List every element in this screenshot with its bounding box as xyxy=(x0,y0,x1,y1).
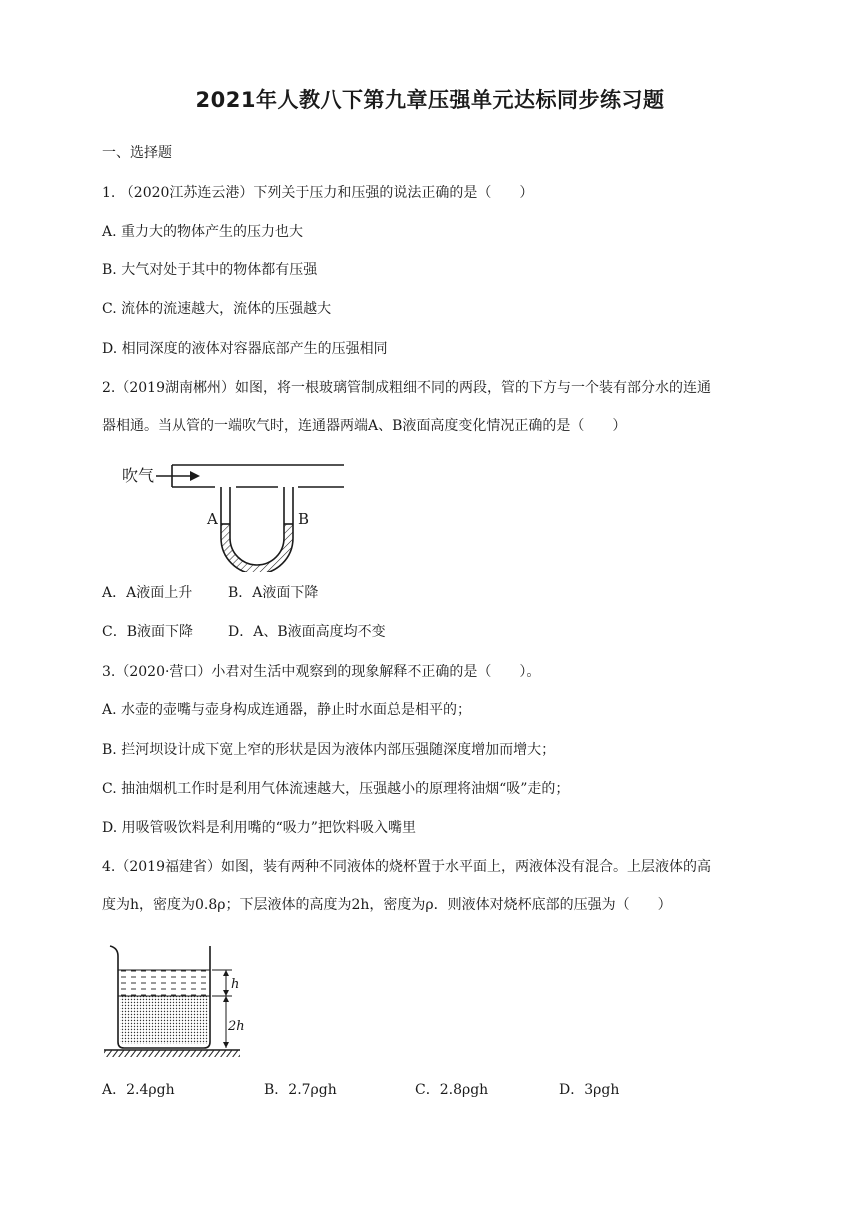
question-2-stem-line-2: 器相通。当从管的一端吹气时，连通器两端A、B液面高度变化情况正确的是（ ） xyxy=(102,418,627,434)
question-1-option-b: B. 大气对处于其中的物体都有压强 xyxy=(102,262,318,278)
label-h: h xyxy=(231,977,240,992)
question-2-option-a: A．A液面上升 xyxy=(102,585,193,601)
question-3-stem: 3.（2020·营口）小君对生活中观察到的现象解释不正确的是（ ）。 xyxy=(102,664,541,680)
label-b: B xyxy=(298,510,310,528)
label-a: A xyxy=(207,510,218,528)
question-2-option-d: D．A、B液面高度均不变 xyxy=(228,624,386,640)
connected-vessel-figure xyxy=(118,452,350,572)
section-heading: 一、选择题 xyxy=(102,145,172,161)
question-2-stem-line-1: 2.（2019湖南郴州）如图，将一根玻璃管制成粗细不同的两段，管的下方与一个装有部分水的连通 xyxy=(102,380,711,396)
question-3-option-a: A. 水壶的壶嘴与壶身构成连通器，静止时水面总是相平的； xyxy=(102,702,472,718)
question-4-option-b: B．2.7ρgh xyxy=(264,1082,337,1098)
question-1-option-a: A. 重力大的物体产生的压力也大 xyxy=(102,224,304,240)
question-1-option-c: C. 流体的流速越大，流体的压强越大 xyxy=(102,301,332,317)
question-2-option-b: B．A液面下降 xyxy=(228,585,319,601)
question-4-option-c: C．2.8ρgh xyxy=(415,1082,489,1098)
question-2-option-c: C．B液面下降 xyxy=(102,624,193,640)
question-1-option-d: D. 相同深度的液体对容器底部产生的压强相同 xyxy=(102,341,388,357)
blow-label: 吹气 xyxy=(122,466,155,485)
question-3-option-c: C. 抽油烟机工作时是利用气体流速越大，压强越小的原理将油烟“吸”走的； xyxy=(102,781,570,797)
page-title: 2021年人教八下第九章压强单元达标同步练习题 xyxy=(195,88,665,112)
beaker-figure xyxy=(100,938,250,1058)
label-2h: 2h xyxy=(228,1019,245,1034)
question-4-option-a: A．2.4ρgh xyxy=(102,1082,175,1098)
question-3-option-d: D. 用吸管吸饮料是利用嘴的“吸力”把饮料吸入嘴里 xyxy=(102,820,416,836)
question-1-stem: 1. （2020江苏连云港）下列关于压力和压强的说法正确的是（ ） xyxy=(102,185,534,201)
question-4-option-d: D．3ρgh xyxy=(559,1082,620,1098)
question-4-stem-line-1: 4.（2019福建省）如图，装有两种不同液体的烧杯置于水平面上，两液体没有混合。上层液体的高 xyxy=(102,859,711,875)
question-3-option-b: B. 拦河坝设计成下宽上窄的形状是因为液体内部压强随深度增加而增大； xyxy=(102,742,556,758)
question-4-stem-line-2: 度为h，密度为0.8ρ；下层液体的高度为2h，密度为ρ．则液体对烧杯底部的压强为（ ） xyxy=(102,897,672,913)
